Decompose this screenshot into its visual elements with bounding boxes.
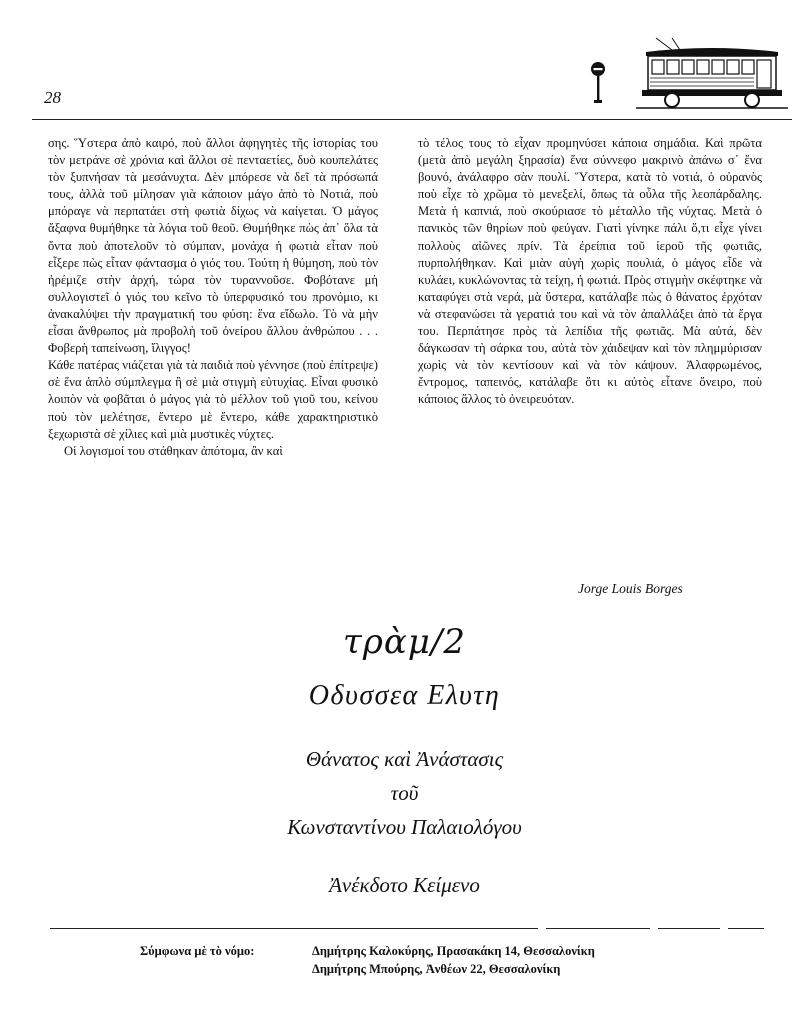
footer-rule-right-1 (658, 928, 720, 929)
footer-line-1: Δημήτρης Καλοκύρης, Πρασακάκη 14, Θεσσαλονίκη (312, 944, 595, 958)
poet-name: Οδυσσεα Ελυτη (308, 680, 501, 711)
footer-line-2: Δημήτρης Μπούρης, Ἀνθέων 22, Θεσσαλονίκη (312, 962, 561, 976)
left-column (48, 135, 378, 460)
tram-illustration (636, 36, 788, 112)
footer-rule-left (50, 928, 538, 929)
page-number: 28 (44, 88, 61, 107)
left-paragraph-3: Οἱ λογισμοί του στάθηκαν ἀπότομα, ἂν καὶ (64, 443, 283, 458)
footer-responsible (312, 942, 712, 978)
right-paragraph-1: τὸ τέλος τους τὸ εἶχαν προμηνύσει κάποια σημάδια. Καὶ πρῶτα (μετὰ ἀπὸ μεγάλη ξηρασία) ἕνα σύννεφο μακρινὸ ἀπάνω σ᾽ ἕνα βουνό, ἀνάλαφρο σὰν πουλί. Ὕστερα, κατὰ τὸ νοτιά, ὁ οὐρανὸς ποὺ εἶχε τὸ χρῶμα τὸ μενεξελί, ὅπως τὰ οὖλα τῆς λεοπάρδαλης. Μετὰ ἡ καπνιά, ποὺ σκούριασε τὸ μέταλλο τῆς νύχτας. Μετὰ ὁ πανικὸς τῶν θηρίων ποὺ φεύγαν. Γιατὶ γίνηκε πάλι ὅ,τι εἶχε γίνει πολλοὺς αἰῶνες πρίν. Τὰ ἐρείπια τοῦ ἱεροῦ τῆς φωτιᾶς, πυρπολήθηκαν. Καὶ μιὰν αὐγὴ χωρὶς πουλιά, ὁ μάγος εἶδε νὰ κυλάει, κυκλώνοντας τὰ τείχη, ἡ φωτιά. Πρὸς στιγμὴν σκέφτηκε νὰ καταφύγει στὰ νερά, μὰ ὕστερα, κατάλαβε πὼς ὁ θάνατος ἐρχόταν νὰ στεφανώσει τὰ γερατιά του καὶ νὰ τὸν ἀπαλλάξει ἀπὸ τὰ ἔργα του. Περπάτησε πρὸς τὰ λεπίδια τῆς φωτιᾶς. Μὰ αὐτά, δὲν δάγκωσαν τὴ σάρκα του, αὐτὰ τὸν χάιδεψαν καὶ τὸν πλημμύρισαν χωρὶς νὰ τὸν κεντίσουν καὶ νὰ τὸν κάψουν. Ἀλαφρωμένος, ἔντρομος, ταπεινός, κατάλαβε ὅτι κι αὐτὸς εἶτανε ὄνειρο, ποὺ κάποιος ἄλλος τὸ ὀνειρευόταν. (418, 136, 762, 407)
right-column (418, 135, 762, 409)
work-title-line-3: Κωνσταντίνου Παλαιολόγου (287, 815, 522, 839)
stop-sign-icon (590, 60, 606, 104)
work-title-line-2: τοῦ (390, 781, 419, 805)
header-rule (32, 119, 792, 120)
left-paragraph-2: Κάθε πατέρας νιάζεται γιὰ τὰ παιδιὰ ποὺ γέννησε (ποὺ ἐπίτρεψε) σὲ ἕνα ἁπλὸ σύμπλεγμα ἢ σὲ μιὰ στιγμὴ εὐτυχίας. Εἶναι φυσικὸ λοιπὸν νὰ φοβᾶται ὁ μάγος γιὰ τὸ μέλλον τοῦ γιοῦ του, κείνου ποὺ τὸν μελέτησε, ἔντερο μὲ ἔντερο, κάθε χαρακτηριστικὸ ξεχωριστὰ σὲ χίλιες καὶ μιὰ μυστικὲς νύχτες. (48, 358, 378, 441)
subtitle: Ἀνέκδοτο Κείμενο (329, 873, 480, 897)
footer-label: Σύμφωνα μὲ τὸ νόμο: (140, 944, 255, 958)
footer-rule-right-2 (728, 928, 764, 929)
footer-rule-middle (546, 928, 650, 929)
magazine-title: τρὰμ/2 (343, 622, 466, 662)
left-paragraph-1: σης. Ὕστερα ἀπὸ καιρό, ποὺ ἄλλοι ἀφηγητὲς τῆς ἱστορίας του τὸν μετράνε σὲ χρόνια καὶ ἄλλοι σὲ πενταετίες, δυὸ κουπελάτες τὸν ξυπνήσαν τὰ μεσάνυχτα. Δὲν μπόρεσε νὰ δεῖ τὰ πρόσωπά τους, ἀλλὰ τοῦ μίλησαν γιὰ κάποιον μάγο ἀπὸ τὸ Νοτιά, ποὺ μπόραγε νὰ περπατάει στὴ φωτιὰ δίχως νὰ καίγεται. Ὁ μάγος ἄξαφνα θυμήθηκε τὰ λόγια τοῦ θεοῦ. Θυμήθηκε πὼς ἀπ᾽ ὅλα τὰ ὄντα ποὺ ἀποτελοῦν τὸ σύμπαν, μονάχα ἡ φωτιὰ εἶταν ποὺ εἶξερε πὼς εἶταν φάντασμα ὁ γιός του. Τούτη ἡ θύμηση, ποὺ τὸν ἠρέμιζε στὴν ἀρχή, τώρα τὸν τυραννοῦσε. Φοβότανε μὴ συλλογιστεῖ ὁ γιός του κεῖνο τὸ ὑπερφυσικό του προνόμιο, κι ἀνακαλύψει τὴν πραγματική του φύση: ἕνα εἴδωλο. Τὸ νὰ μὴν εἶσαι ἄνθρωπος μὰ προβολὴ τοῦ ὀνείρου ἄλλου ἀνθρώπου . . . Φοβερὴ ταπείνωση, ἴλιγγος! (48, 136, 378, 356)
work-title (0, 742, 809, 844)
article-author: Jorge Louis Borges (578, 581, 683, 596)
work-title-line-1: Θάνατος καὶ Ἀνάστασις (305, 747, 504, 771)
